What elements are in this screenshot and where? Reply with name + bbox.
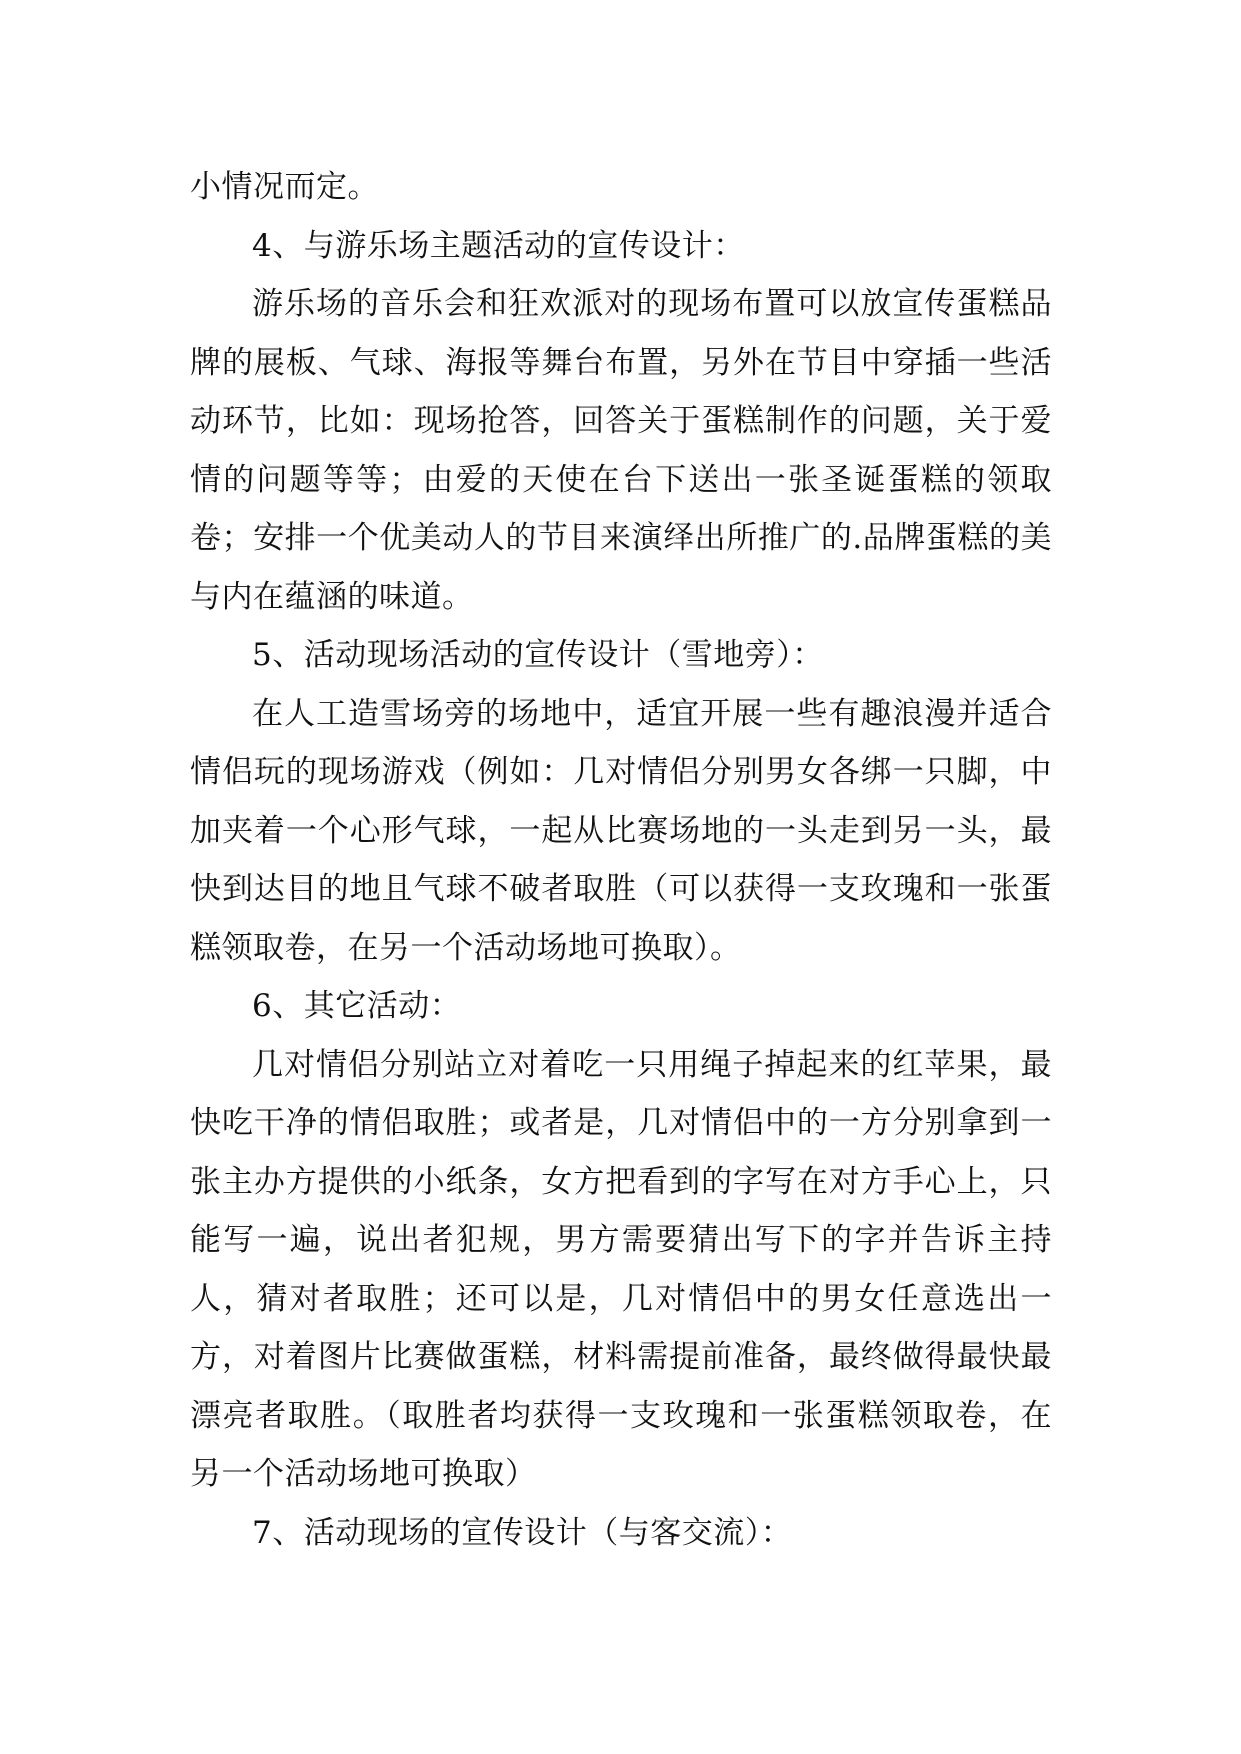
- section-heading-6: 6、其它活动：: [252, 988, 462, 1024]
- paragraph-continuation: 小情况而定。: [190, 169, 379, 205]
- document-body: [190, 158, 1052, 1562]
- paragraph-amusement-park: 游乐场的音乐会和狂欢派对的现场布置可以放宣传蛋糕品牌的展板、气球、海报等舞台布置，另外在节目中穿插一些活动环节，比如：现场抢答，回答关于蛋糕制作的问题，关于爱情的问题等等；由爱的天使在台下送出一张圣诞蛋糕的领取卷；安排一个优美动人的节目来演绎出所推广的.品牌蛋糕的美与内在蕴涵的味道。: [190, 286, 1052, 615]
- section-heading-7: 7、活动现场的宣传设计（与客交流）：: [252, 1514, 793, 1551]
- section-heading-4: 4、与游乐场主题活动的宣传设计：: [252, 227, 745, 264]
- paragraph-other-activities: 几对情侣分别站立对着吃一只用绳子掉起来的红苹果，最快吃干净的情侣取胜；或者是，几对情侣中的一方分别拿到一张主办方提供的小纸条，女方把看到的字写在对方手心上，只能写一遍，说出者犯规，男方需要猜出写下的字并告诉主持人，猜对者取胜；还可以是，几对情侣中的男女任意选出一方，对着图片比赛做蛋糕，材料需提前准备，最终做得最快最漂亮者取胜。（取胜者均获得一支玫瑰和一张蛋糕领取卷，在另一个活动场地可换取）: [190, 1046, 1052, 1492]
- paragraph-snow-games: 在人工造雪场旁的场地中，适宜开展一些有趣浪漫并适合情侣玩的现场游戏（例如：几对情侣分别男女各绑一只脚，中加夹着一个心形气球，一起从比赛场地的一头走到另一头，最快到达目的地且气球不破者取胜（可以获得一支玫瑰和一张蛋糕领取卷，在另一个活动场地可换取）。: [190, 695, 1052, 966]
- section-heading-5: 5、活动现场活动的宣传设计（雪地旁）：: [252, 637, 824, 673]
